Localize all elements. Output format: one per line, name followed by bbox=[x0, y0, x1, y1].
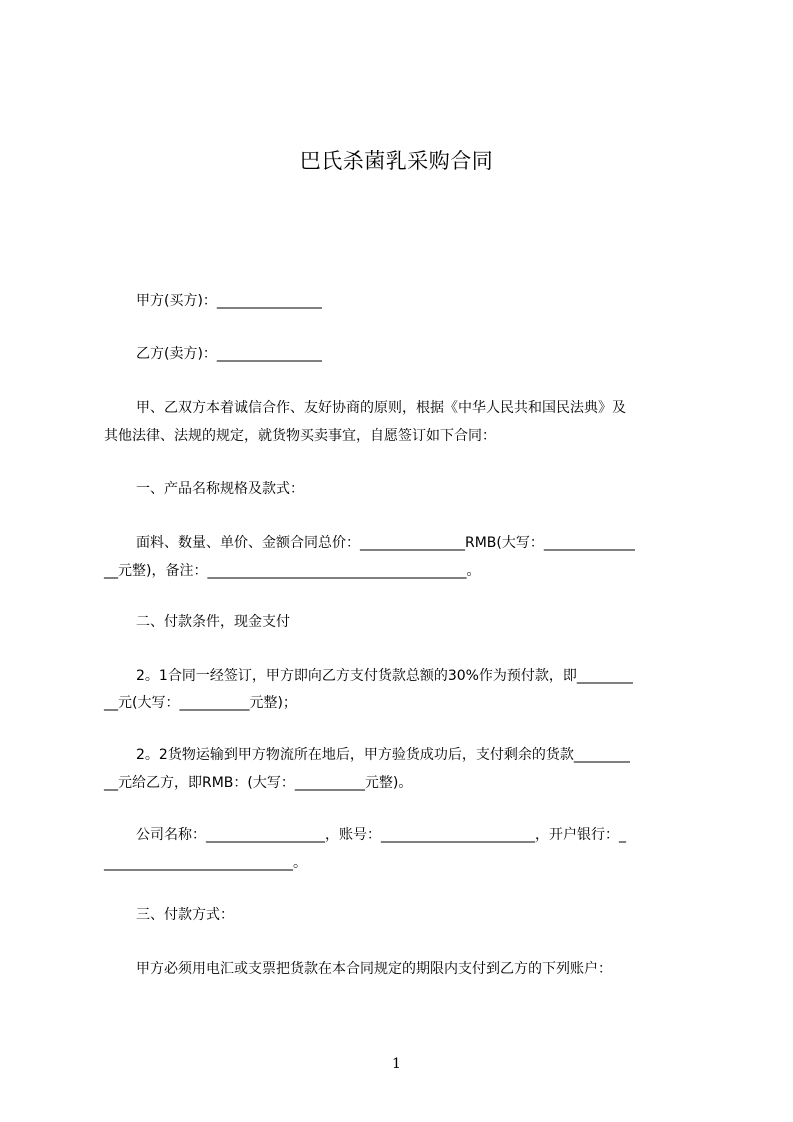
section-2-heading: 二、付款条件，现金支付 bbox=[136, 614, 290, 630]
party-b-line: 乙方(卖方)：_______________ bbox=[136, 346, 322, 362]
section-1-heading: 一、产品名称规格及款式： bbox=[136, 481, 304, 497]
clause-2-1-line-2: __元(大写：__________元整)； bbox=[104, 695, 297, 711]
section-1-line-1: 面料、数量、单价、金额合同总价：_______________RMB(大写：_____________ bbox=[136, 535, 635, 551]
party-a-line: 甲方(买方)：_______________ bbox=[136, 293, 322, 309]
account-line-2: ___________________________。 bbox=[104, 855, 307, 871]
account-line-1: 公司名称：_________________，账号：______________________，开户银行：_ bbox=[136, 827, 626, 843]
page-number: 1 bbox=[392, 1056, 401, 1072]
clause-2-1-line-1: 2。1合同一经签订，甲方即向乙方支付货款总额的30%作为预付款，即________ bbox=[136, 668, 633, 684]
clause-2-2-line-1: 2。2货物运输到甲方物流所在地后，甲方验货成功后，支付剩余的货款________ bbox=[136, 747, 630, 763]
section-1-line-2: __元整)，备注：_____________________________________。 bbox=[104, 563, 481, 579]
clause-2-2-line-2: __元给乙方，即RMB：(大写：__________元整)。 bbox=[104, 775, 413, 791]
document-title: 巴氏杀菌乳采购合同 bbox=[299, 149, 494, 173]
preamble-line-1: 甲、乙双方本着诚信合作、友好协商的原则，根据《中华人民共和国民法典》及 bbox=[136, 400, 626, 416]
section-3-line-1: 甲方必须用电汇或支票把货款在本合同规定的期限内支付到乙方的下列账户： bbox=[136, 961, 612, 977]
section-3-heading: 三、付款方式： bbox=[136, 907, 234, 923]
preamble-line-2: 其他法律、法规的规定，就货物买卖事宜，自愿签订如下合同： bbox=[104, 428, 496, 444]
